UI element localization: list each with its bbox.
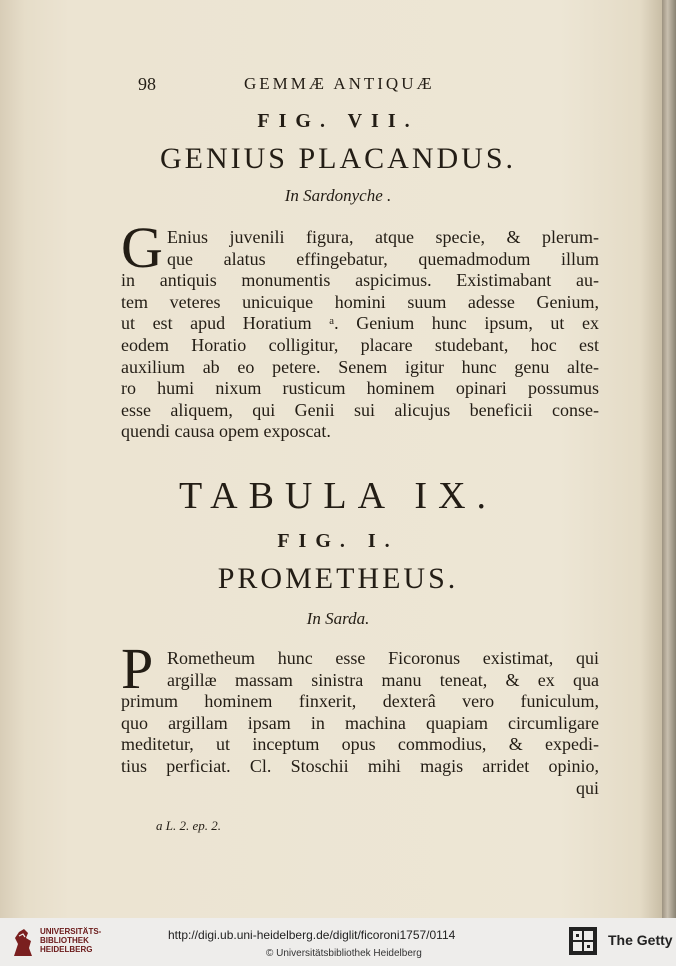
text-line: tem veteres unicuique homini suum adesse Genium,: [121, 291, 599, 312]
viewer-footer: [0, 918, 676, 966]
library-name: [40, 927, 101, 954]
permalink-url[interactable]: http://digi.ub.uni-heidelberg.de/diglit/ficoroni1757/0114: [168, 928, 456, 942]
library-line: UNIVERSITÄTS-: [40, 927, 102, 936]
paragraph-prometheus: [121, 636, 599, 799]
running-title: GEMMÆ ANTIQUÆ: [244, 74, 435, 93]
section-subtitle-sardonyche: In Sardonyche .: [284, 186, 392, 205]
heidelberg-lion-icon: [10, 926, 36, 960]
text-line: quo argillam ipsam in machina quapiam circumligare: [121, 712, 599, 733]
section-subtitle-sarda: In Sarda.: [306, 609, 370, 628]
text-line: ro humi nixum rusticum hominem opinari possumus: [121, 378, 599, 399]
partner-name: The Getty: [608, 932, 673, 948]
page-number: 98: [138, 74, 156, 94]
copyright-text: © Universitätsbibliothek Heidelberg: [266, 948, 422, 959]
text-line: ut est apud Horatium ᵃ. Genium hunc ipsum, ut ex: [121, 313, 599, 334]
text-line: auxilium ab eo petere. Senem igitur hunc genu alte-: [121, 356, 599, 377]
text-line: eodem Horatio colligitur, placare studebant, hoc est: [121, 334, 599, 355]
library-line: BIBLIOTHEK: [40, 936, 89, 945]
running-head: [138, 74, 578, 100]
getty-logo-icon: [568, 926, 598, 956]
paragraph-genius: [121, 215, 599, 443]
text-line: Enius juvenili figura, atque specie, & plerum-: [167, 227, 599, 247]
text-line: esse aliquem, qui Genii sui alicujus beneficii conse-: [121, 399, 599, 420]
tabula-ix-heading: TABULA IX.: [178, 475, 498, 517]
text-line: tius perficiat. Cl. Stoschii mihi magis arridet opinio,: [121, 755, 599, 776]
text-line: in antiquis monumentis aspicimus. Existimabant au-: [121, 270, 599, 291]
section-title-genius: GENIUS PLACANDUS.: [159, 142, 517, 175]
text-line: quendi causa opem exposcat.: [121, 421, 331, 442]
section-title-prometheus: PROMETHEUS.: [217, 562, 459, 595]
footnote: a L. 2. ep. 2.: [156, 818, 221, 833]
page-edge: [662, 0, 676, 918]
text-line: que alatus effingebatur, quemadmodum illum: [167, 248, 599, 269]
text-line: Rometheum hunc esse Ficoronus existimat, qui: [167, 648, 599, 668]
drop-cap-g: G: [121, 215, 163, 280]
text-line: primum hominem finxerit, dexterâ vero funiculum,: [121, 691, 599, 712]
catchword: qui: [575, 777, 599, 798]
fig-i-heading: FIG. I.: [277, 530, 399, 552]
library-line: HEIDELBERG: [40, 945, 93, 954]
drop-cap-p: P: [121, 636, 154, 701]
fig-vii-heading: FIG. VII.: [257, 110, 419, 132]
text-line: meditetur, ut inceptum opus commodius, & expedi-: [121, 734, 599, 755]
text-line: argillæ massam sinistra manu teneat, & ex qua: [167, 669, 599, 690]
